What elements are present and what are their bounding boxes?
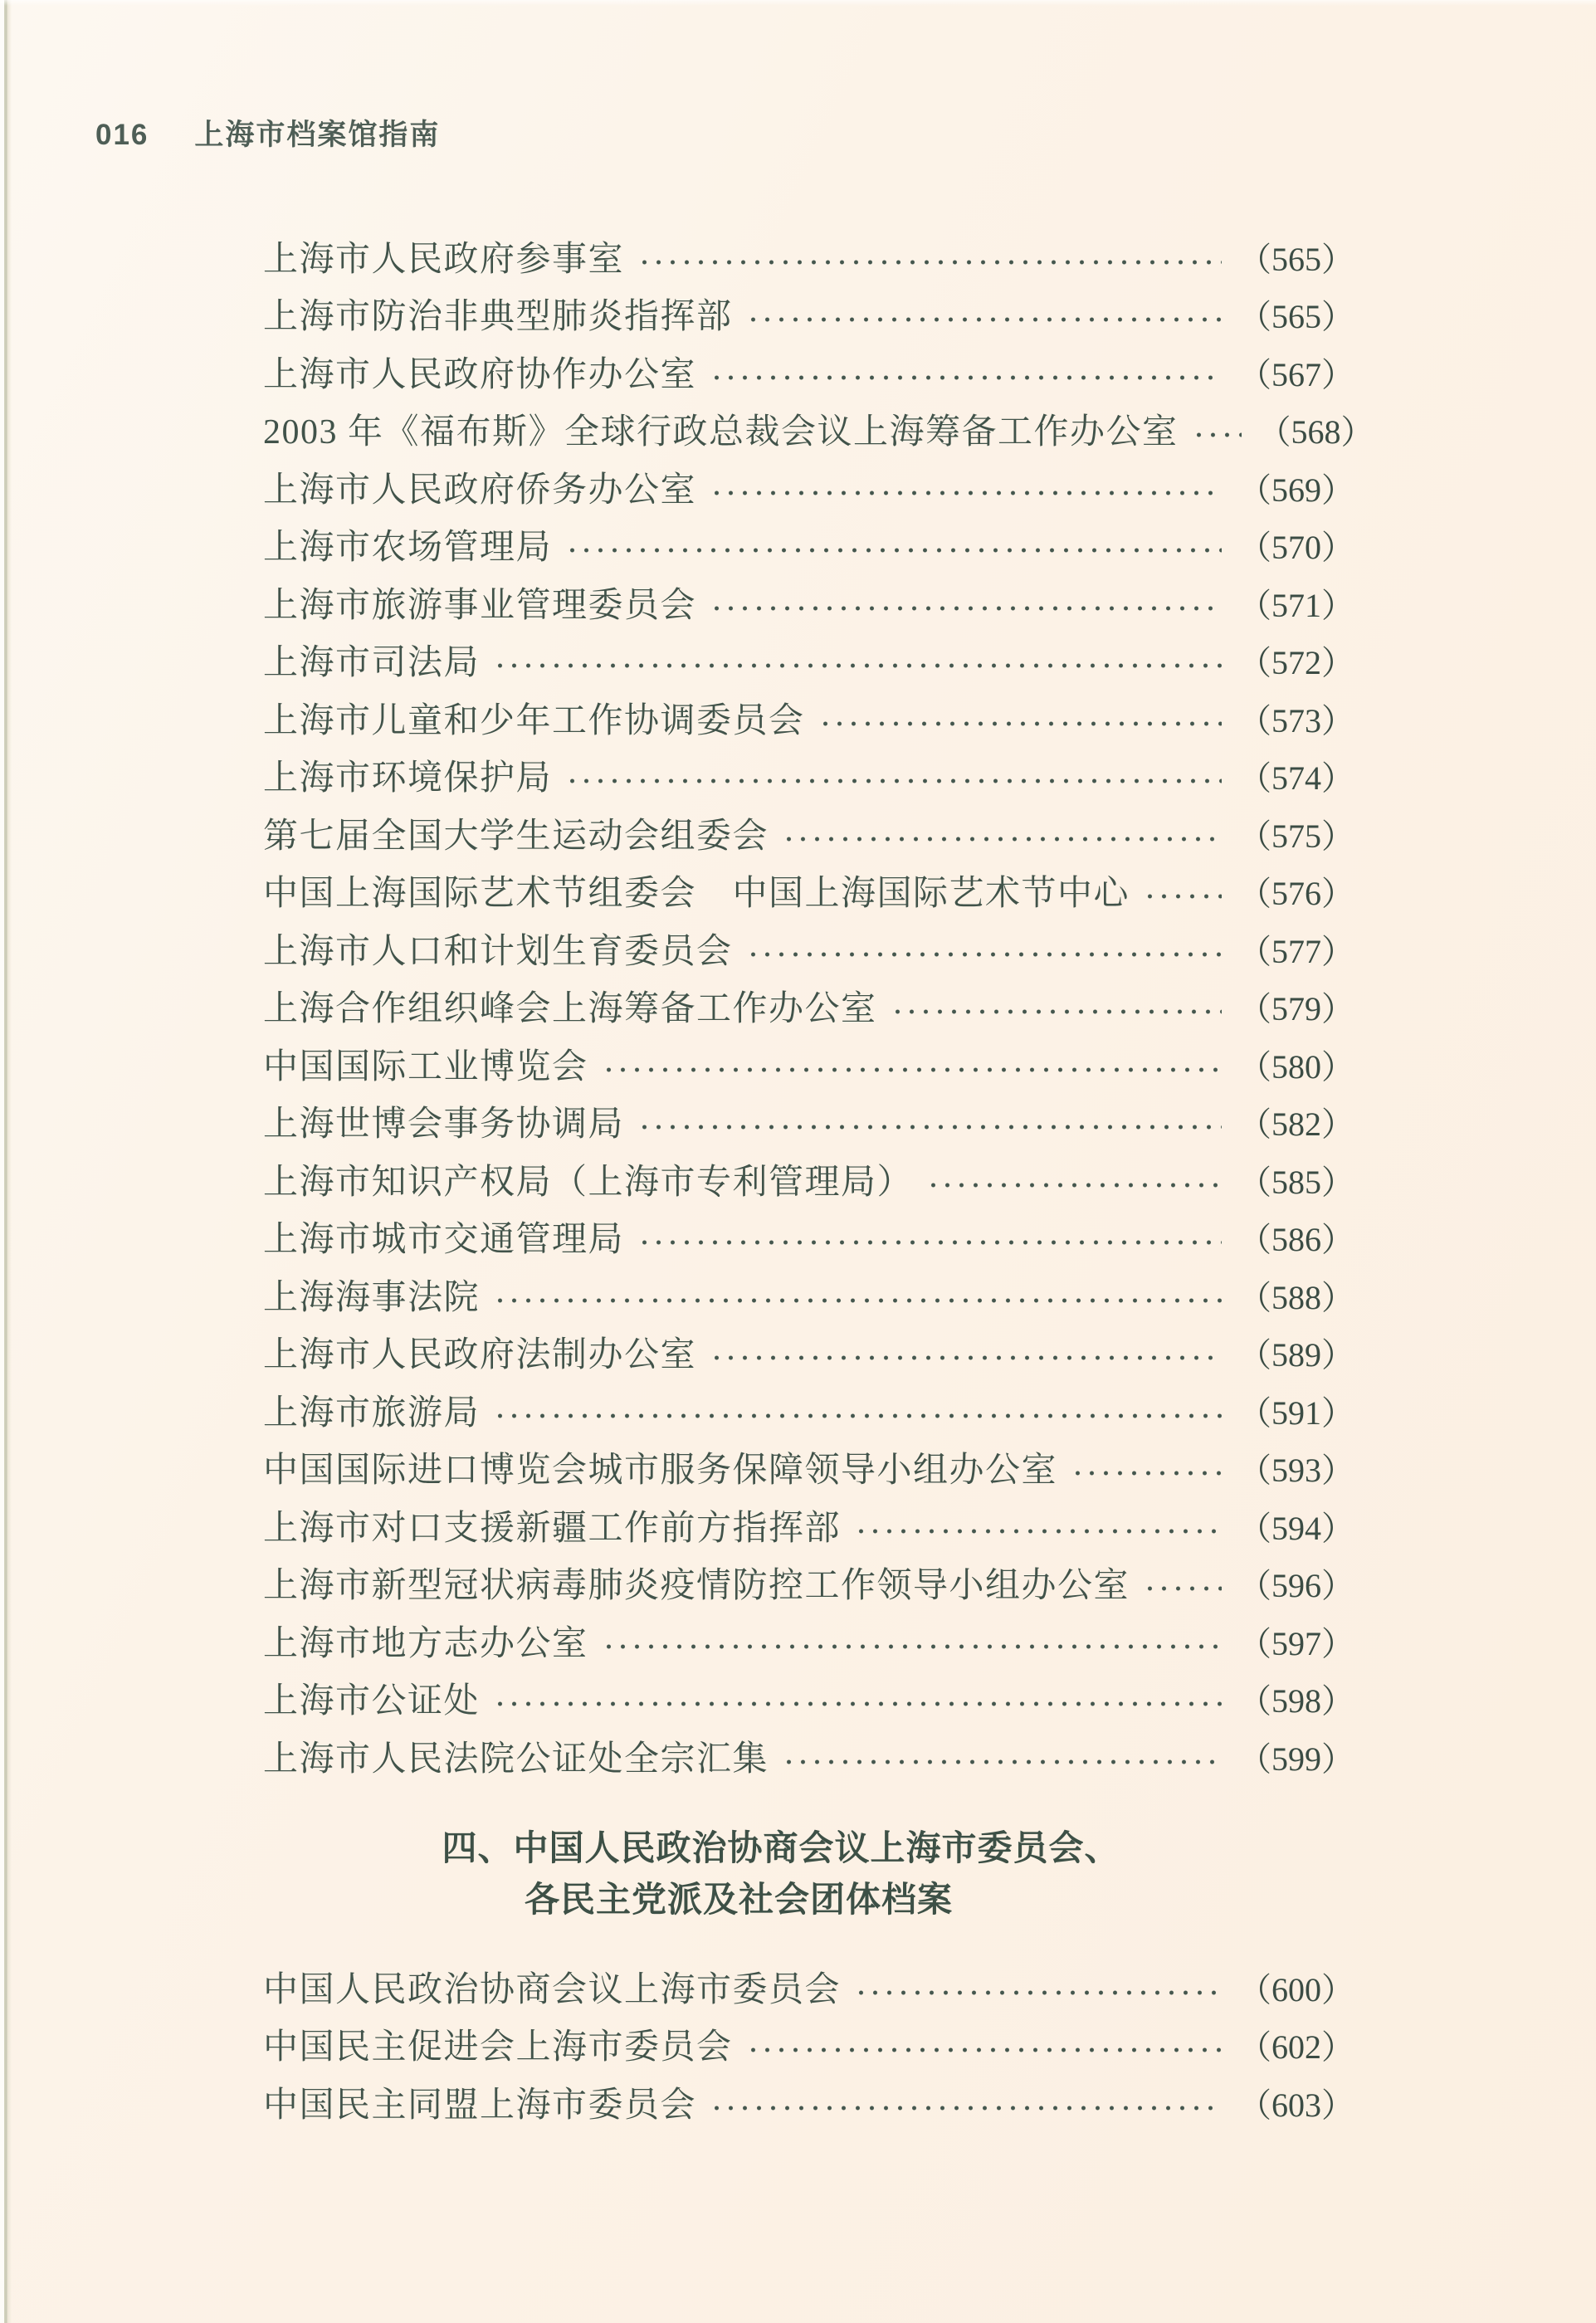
entry-page-number: （576）	[1238, 875, 1354, 913]
entry-title: 上海市农场管理局	[263, 529, 553, 568]
toc-entry-row	[263, 1730, 1354, 1789]
dot-leader	[602, 1644, 1222, 1649]
entry-page-number: （588）	[1238, 1278, 1354, 1316]
dot-leader	[565, 548, 1222, 553]
entry-page-number: （598）	[1238, 1682, 1354, 1720]
entry-page-number: （603）	[1238, 2086, 1354, 2124]
section-toc-list	[263, 1961, 1354, 2135]
toc-entry-row	[263, 1269, 1354, 1327]
entry-page-number: （570）	[1238, 529, 1354, 567]
toc-entry-row	[263, 2077, 1354, 2135]
dot-leader	[493, 1298, 1222, 1303]
entry-title: 上海海事法院	[263, 1278, 481, 1317]
entry-title: 中国人民政治协商会议上海市委员会	[263, 1970, 842, 2009]
entry-title: 上海市城市交通管理局	[263, 1221, 625, 1260]
dot-leader	[565, 778, 1222, 783]
entry-page-number: （571）	[1238, 586, 1354, 624]
entry-title: 上海市儿童和少年工作协调委员会	[263, 701, 805, 740]
scan-edge-left	[0, 0, 12, 2323]
toc-entry-row	[263, 1673, 1354, 1731]
entry-title: 上海市公证处	[263, 1682, 481, 1721]
dot-leader	[1071, 1471, 1222, 1476]
entry-title: 中国国际工业博览会	[263, 1047, 588, 1086]
dot-leader	[637, 260, 1222, 265]
entry-title: 上海市人口和计划生育委员会	[263, 932, 733, 971]
toc-entry-row	[263, 1327, 1354, 1385]
dot-leader	[891, 1009, 1222, 1014]
dot-leader	[710, 2106, 1222, 2111]
toc-entry-row	[263, 1615, 1354, 1673]
toc-entry-row	[263, 231, 1354, 289]
toc-entry-row	[263, 750, 1354, 808]
scan-edge-top	[0, 0, 1596, 6]
dot-leader	[493, 663, 1222, 668]
toc-entry-row	[263, 520, 1354, 578]
section-heading-line-1: 四、中国人民政治协商会议上海市委员会、	[442, 1828, 1120, 1867]
entry-title: 中国民主同盟上海市委员会	[263, 2086, 697, 2125]
toc-entry-row	[263, 981, 1354, 1039]
entry-page-number: （569）	[1238, 471, 1354, 509]
entry-page-number: （567）	[1238, 355, 1354, 393]
page-header	[95, 118, 440, 153]
toc-entry-row	[263, 1096, 1354, 1154]
toc-entry-row	[263, 577, 1354, 635]
entry-title: 中国民主促进会上海市委员会	[263, 2028, 733, 2067]
entry-page-number: （565）	[1238, 240, 1354, 278]
entry-page-number: （575）	[1238, 817, 1354, 855]
toc-entry-row	[263, 923, 1354, 981]
entry-page-number: （577）	[1238, 932, 1354, 970]
dot-leader	[818, 721, 1222, 726]
entry-page-number: （572）	[1238, 644, 1354, 682]
entry-title: 中国上海国际艺术节组委会 中国上海国际艺术节中心	[263, 875, 1130, 914]
entry-title: 上海市人民政府侨务办公室	[263, 471, 697, 510]
entry-title: 上海市旅游局	[263, 1393, 481, 1432]
dot-leader	[1192, 432, 1242, 437]
dot-leader	[710, 375, 1222, 380]
dot-leader	[710, 1355, 1222, 1360]
entry-title: 上海市人民政府协作办公室	[263, 355, 697, 394]
entry-title: 第七届全国大学生运动会组委会	[263, 817, 769, 856]
toc-entry-row	[263, 404, 1374, 462]
running-head-book-title: 上海市档案馆指南	[194, 119, 441, 151]
entry-title: 上海市地方志办公室	[263, 1624, 588, 1663]
entry-page-number: （580）	[1238, 1047, 1354, 1086]
toc-entry-row	[263, 1154, 1354, 1212]
entry-page-number: （586）	[1238, 1221, 1354, 1259]
toc-entry-row	[263, 2019, 1354, 2077]
toc-entry-row	[263, 461, 1354, 520]
entry-title: 上海市对口支援新疆工作前方指挥部	[263, 1509, 842, 1548]
toc-entry-row	[263, 1384, 1354, 1442]
dot-leader	[746, 952, 1222, 957]
entry-page-number: （568）	[1257, 413, 1374, 451]
dot-leader	[746, 2047, 1222, 2052]
toc-entry-row	[263, 1500, 1354, 1558]
entry-page-number: （599）	[1238, 1740, 1354, 1778]
entry-page-number: （565）	[1238, 298, 1354, 336]
dot-leader	[710, 490, 1222, 495]
toc-list	[263, 231, 1374, 1789]
dot-leader	[782, 1759, 1222, 1764]
dot-leader	[493, 1701, 1222, 1706]
entry-page-number: （582）	[1238, 1105, 1354, 1144]
entry-title: 上海市人民政府法制办公室	[263, 1336, 697, 1375]
toc-entry-row	[263, 866, 1354, 924]
entry-title: 上海市人民法院公证处全宗汇集	[263, 1740, 769, 1779]
toc-entry-row	[263, 1038, 1354, 1096]
entry-page-number: （596）	[1238, 1567, 1354, 1605]
toc-entry-row	[263, 1212, 1354, 1270]
entry-page-number: （589）	[1238, 1336, 1354, 1374]
dot-leader	[926, 1183, 1222, 1188]
entry-page-number: （579）	[1238, 990, 1354, 1028]
entry-page-number: （593）	[1238, 1452, 1354, 1490]
entry-page-number: （602）	[1238, 2028, 1354, 2067]
entry-page-number: （600）	[1238, 1970, 1354, 2008]
entry-title: 2003 年《福布斯》全球行政总裁会议上海筹备工作办公室	[263, 413, 1179, 452]
entry-title: 上海市知识产权局（上海市专利管理局）	[263, 1163, 914, 1202]
dot-leader	[493, 1413, 1222, 1418]
dot-leader	[746, 317, 1222, 322]
toc-entry-row	[263, 289, 1354, 347]
dot-leader	[782, 837, 1222, 842]
dot-leader	[602, 1067, 1222, 1072]
entry-title: 上海合作组织峰会上海筹备工作办公室	[263, 990, 877, 1029]
entry-title: 上海市环境保护局	[263, 759, 553, 798]
entry-title: 上海市人民政府参事室	[263, 240, 625, 279]
entry-page-number: （574）	[1238, 759, 1354, 798]
entry-page-number: （573）	[1238, 701, 1354, 739]
toc-entry-row	[263, 1442, 1354, 1501]
dot-leader	[1143, 894, 1222, 899]
toc-entry-row	[263, 635, 1354, 693]
toc-entry-row	[263, 808, 1354, 866]
entry-title: 中国国际进口博览会城市服务保障领导小组办公室	[263, 1452, 1058, 1491]
entry-title: 上海市防治非典型肺炎指挥部	[263, 298, 733, 337]
dot-leader	[637, 1125, 1222, 1130]
toc-entry-row	[263, 692, 1354, 750]
dot-leader	[854, 1990, 1222, 1995]
dot-leader	[637, 1240, 1222, 1245]
entry-title: 上海市司法局	[263, 644, 481, 683]
entry-title: 上海世博会事务协调局	[263, 1105, 625, 1144]
toc-entry-row	[263, 346, 1354, 404]
dot-leader	[854, 1529, 1222, 1534]
section-heading-line-2: 各民主党派及社会团体档案	[524, 1880, 954, 1919]
toc-entry-row	[263, 1558, 1354, 1616]
entry-page-number: （585）	[1238, 1163, 1354, 1201]
entry-title: 上海市新型冠状病毒肺炎疫情防控工作领导小组办公室	[263, 1567, 1130, 1606]
entry-title: 上海市旅游事业管理委员会	[263, 586, 697, 625]
entry-page-number: （597）	[1238, 1624, 1354, 1662]
entry-page-number: （594）	[1238, 1509, 1354, 1547]
dot-leader	[710, 606, 1222, 611]
dot-leader	[1143, 1586, 1222, 1591]
entry-page-number: （591）	[1238, 1393, 1354, 1432]
toc-entry-row	[263, 1961, 1354, 2019]
folio-page-number: 016	[95, 119, 149, 151]
